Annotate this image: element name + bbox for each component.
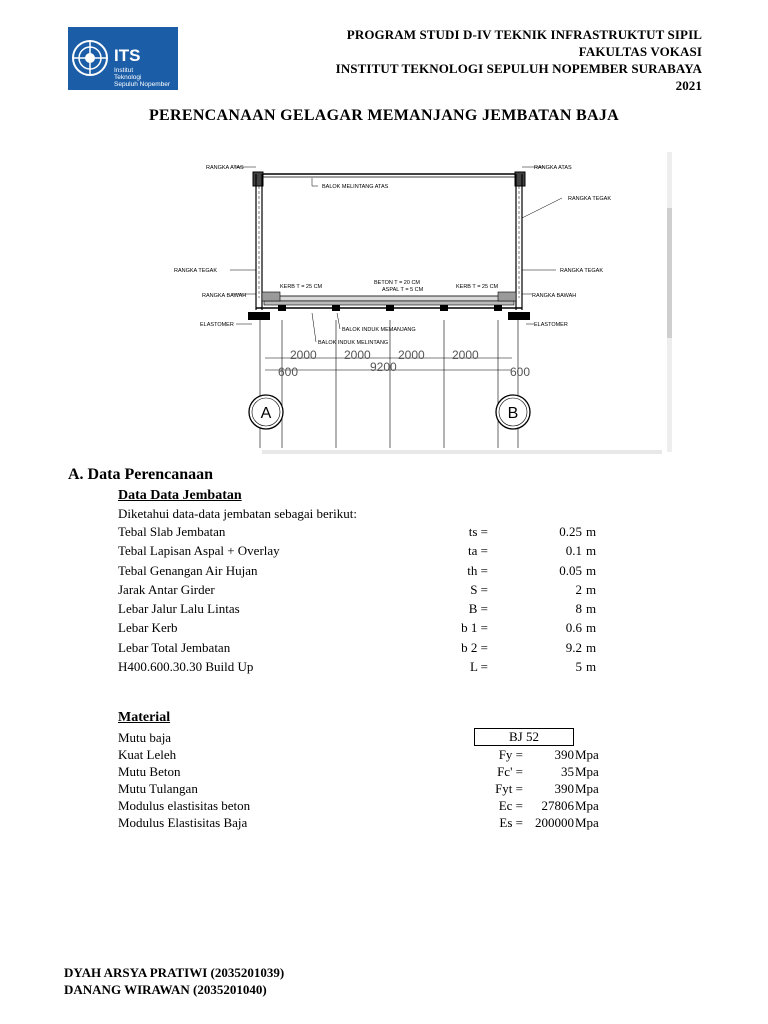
row-label: Lebar Jalur Lalu Lintas <box>118 601 240 616</box>
header-year: 2021 <box>675 78 702 93</box>
material-row <box>118 815 608 831</box>
row-label: H400.600.30.30 Build Up <box>118 659 254 674</box>
row-label: Tebal Slab Jembatan <box>118 524 226 539</box>
row-value: 0.6 <box>565 620 582 635</box>
row-unit: m <box>586 582 597 597</box>
dim-total: 9200 <box>370 360 397 374</box>
label-elastomer-right: ELASTOMER <box>534 322 568 328</box>
dim-kerb-left: 600 <box>278 365 299 379</box>
axis-a-label: A <box>260 405 272 422</box>
dim-span-1: 2000 <box>290 348 317 362</box>
label-rangka-atas-left: RANGKA ATAS <box>206 165 244 171</box>
row-value: 0.1 <box>565 543 582 558</box>
material-value: 200000 <box>535 815 574 830</box>
label-kerb-left: KERB T = 25 CM <box>280 284 323 290</box>
row-unit: m <box>586 563 597 578</box>
data-row <box>118 620 598 638</box>
author-1: DYAH ARSYA PRATIWI (2035201039) <box>64 965 285 980</box>
data-row <box>118 543 598 561</box>
row-symbol: L = <box>469 659 488 674</box>
material-unit: Mpa <box>575 764 599 779</box>
row-label: Lebar Total Jembatan <box>118 640 231 655</box>
row-unit: m <box>586 524 597 539</box>
row-symbol: B = <box>468 601 488 616</box>
row-symbol: ts = <box>468 524 488 539</box>
data-row <box>118 582 598 600</box>
row-unit: m <box>586 620 597 635</box>
material-row <box>118 747 608 763</box>
material-unit: Mpa <box>575 815 599 830</box>
logo-sub-1: Institut <box>114 67 134 74</box>
row-label: Tebal Genangan Air Hujan <box>118 563 258 578</box>
row-label: Tebal Lapisan Aspal + Overlay <box>118 543 280 558</box>
material-label: Mutu Tulangan <box>118 781 198 796</box>
label-beton: BETON T = 20 CM <box>374 280 421 286</box>
section-heading: A. Data Perencanaan <box>68 466 214 483</box>
axis-b-label: B <box>507 405 519 422</box>
row-value: 0.25 <box>559 524 582 539</box>
material-value: 27806 <box>541 798 574 813</box>
material-unit: Mpa <box>575 747 599 762</box>
header-faculty: FAKULTAS VOKASI <box>578 44 702 59</box>
material-label: Modulus Elastisitas Baja <box>118 815 248 830</box>
row-unit: m <box>586 543 597 558</box>
row-value: 0.05 <box>559 563 582 578</box>
axis-a-marker <box>249 395 283 429</box>
emblem-icon <box>73 41 107 75</box>
subheading-material: Material <box>118 710 171 725</box>
material-value: 390 <box>554 781 574 796</box>
dim-span-2: 2000 <box>344 348 371 362</box>
material-row <box>118 781 608 797</box>
intro-text: Diketahui data-data jembatan sebagai berikut: <box>118 506 357 521</box>
dim-span-4: 2000 <box>452 348 479 362</box>
dim-kerb-right: 600 <box>510 365 531 379</box>
material-label: Kuat Leleh <box>118 747 177 762</box>
label-rangka-atas-right: RANGKA ATAS <box>534 165 572 171</box>
label-balok-induk-memanjang: BALOK INDUK MEMANJANG <box>342 327 416 333</box>
data-row <box>118 640 598 658</box>
label-balok-melintang-atas: BALOK MELINTANG ATAS <box>322 184 389 190</box>
data-row <box>118 601 598 619</box>
header-institute: INSTITUT TEKNOLOGI SEPULUH NOPEMBER SURABAYA <box>335 61 702 76</box>
author-2: DANANG WIRAWAN (2035201040) <box>64 982 267 997</box>
material-symbol: Fy = <box>498 747 523 762</box>
mutu-baja-value-box: BJ 52 <box>474 728 574 746</box>
label-kerb-right: KERB T = 25 CM <box>456 284 499 290</box>
row-unit: m <box>586 640 597 655</box>
row-symbol: th = <box>467 563 488 578</box>
label-aspal: ASPAL T = 5 CM <box>382 287 424 293</box>
logo-text: ITS <box>114 46 141 65</box>
logo-sub-2: Teknologi <box>114 74 142 81</box>
material-unit: Mpa <box>575 798 599 813</box>
material-row <box>118 798 608 814</box>
data-row <box>118 563 598 581</box>
material-label: Modulus elastisitas beton <box>118 798 251 813</box>
its-logo <box>68 27 178 90</box>
material-symbol: Ec = <box>498 798 523 813</box>
material-label: Mutu baja <box>118 730 172 745</box>
material-value: 390 <box>554 747 574 762</box>
dim-span-3: 2000 <box>398 348 425 362</box>
row-value: 8 <box>575 601 582 616</box>
row-symbol: b 2 = <box>461 640 488 655</box>
logo-sub-3: Sepuluh Nopember <box>114 81 171 88</box>
data-row <box>118 524 598 542</box>
row-unit: m <box>586 601 597 616</box>
label-rangka-tegak-right: RANGKA TEGAK <box>560 268 603 274</box>
label-rangka-bawah-right: RANGKA BAWAH <box>532 293 577 299</box>
label-elastomer-left: ELASTOMER <box>200 322 234 328</box>
row-value: 5 <box>575 659 582 674</box>
material-symbol: Es = <box>499 815 523 830</box>
material-symbol: Fyt = <box>495 781 523 796</box>
row-value: 2 <box>575 582 582 597</box>
page-title: PERENCANAAN GELAGAR MEMANJANG JEMBATAN BAJA <box>148 107 620 124</box>
material-unit: Mpa <box>575 781 599 796</box>
bridge-cross-section-drawing <box>172 148 674 456</box>
subheading-data-jembatan: Data Data Jembatan <box>118 488 242 503</box>
label-rangka-bawah-left: RANGKA BAWAH <box>202 293 247 299</box>
row-unit: m <box>586 659 597 674</box>
row-symbol: b 1 = <box>461 620 488 635</box>
material-label: Mutu Beton <box>118 764 181 779</box>
row-value: 9.2 <box>565 640 582 655</box>
label-rangka-tegak-left: RANGKA TEGAK <box>174 268 217 274</box>
material-symbol: Fc' = <box>497 764 523 779</box>
material-row <box>118 764 608 780</box>
row-symbol: S = <box>470 582 488 597</box>
row-label: Jarak Antar Girder <box>118 582 215 597</box>
label-rangka-tegak-right-top: RANGKA TEGAK <box>568 196 611 202</box>
header-program: PROGRAM STUDI D-IV TEKNIK INFRASTRUKTUT SIPIL <box>346 27 702 42</box>
data-row <box>118 659 598 677</box>
label-balok-induk-melintang: BALOK INDUK MELINTANG <box>318 340 389 346</box>
row-label: Lebar Kerb <box>118 620 178 635</box>
material-value: 35 <box>561 764 574 779</box>
row-symbol: ta = <box>468 543 488 558</box>
axis-b-marker <box>496 395 530 429</box>
